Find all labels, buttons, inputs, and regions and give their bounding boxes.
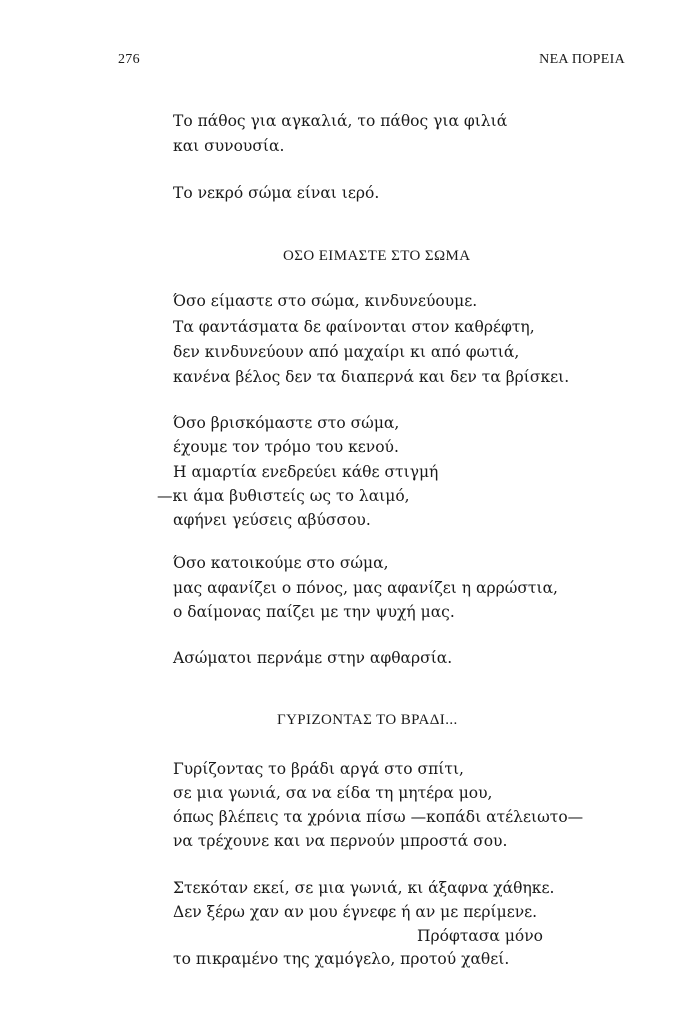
poem-line: Δεν ξέρω χαν αν μου έγνεφε ή αν με περίμενε. (173, 903, 538, 921)
poem-line: έχουμε τον τρόμο του κενού. (173, 438, 399, 456)
poem-title: ΓΥΡΙΖΟΝΤΑΣ ΤΟ ΒΡΑΔΙ... (277, 712, 458, 728)
poem-line: το πικραμένο της χαμόγελο, προτού χαθεί. (173, 950, 510, 968)
poem-line: —κι άμα βυθιστείς ως το λαιμό, (157, 487, 410, 505)
poem-line: όπως βλέπεις τα χρόνια πίσω —κοπάδι ατέλειωτο— (173, 808, 584, 826)
running-head: ΝΕΑ ΠΟΡΕΙΑ (539, 52, 625, 67)
poem-line: αφήνει γεύσεις αβύσσου. (173, 511, 371, 529)
page-header (118, 52, 625, 72)
poem-line: Γυρίζοντας το βράδι αργά στο σπίτι, (173, 760, 464, 778)
poem-line: Ασώματοι περνάμε στην αφθαρσία. (173, 649, 453, 667)
poem-line: Όσο κατοικούμε στο σώμα, (173, 554, 389, 572)
poem-line: Τα φαντάσματα δε φαίνονται στον καθρέφτη, (173, 318, 535, 336)
fragment-line: Το νεκρό σώμα είναι ιερό. (173, 184, 380, 202)
fragment-line: Το πάθος για αγκαλιά, το πάθος για φιλιά (173, 112, 508, 130)
poem-line: Η αμαρτία ενεδρεύει κάθε στιγμή (173, 463, 439, 481)
poem-line: Στεκόταν εκεί, σε μια γωνιά, κι άξαφνα χάθηκε. (173, 879, 555, 897)
poem-line: μας αφανίζει ο πόνος, μας αφανίζει η αρρώστια, (173, 579, 558, 597)
poem-line: κανένα βέλος δεν τα διαπερνά και δεν τα βρίσκει. (173, 368, 570, 386)
poem-line: δεν κινδυνεύουν από μαχαίρι κι από φωτιά, (173, 343, 520, 361)
poem-line: Όσο βρισκόμαστε στο σώμα, (173, 414, 400, 432)
fragment-line: και συνουσία. (173, 137, 285, 155)
poem-line: Πρόφτασα μόνο (417, 927, 543, 945)
poem-line: σε μια γωνιά, σα να είδα τη μητέρα μου, (173, 784, 493, 802)
page-number: 276 (118, 52, 140, 67)
poem-line: να τρέχουνε και να περνούν μπροστά σου. (173, 832, 508, 850)
poem-line: ο δαίμονας παίζει με την ψυχή μας. (173, 603, 455, 621)
poem-line: Όσο είμαστε στο σώμα, κινδυνεύουμε. (173, 292, 478, 310)
poem-title: ΟΣΟ ΕΙΜΑΣΤΕ ΣΤΟ ΣΩΜΑ (283, 248, 471, 264)
